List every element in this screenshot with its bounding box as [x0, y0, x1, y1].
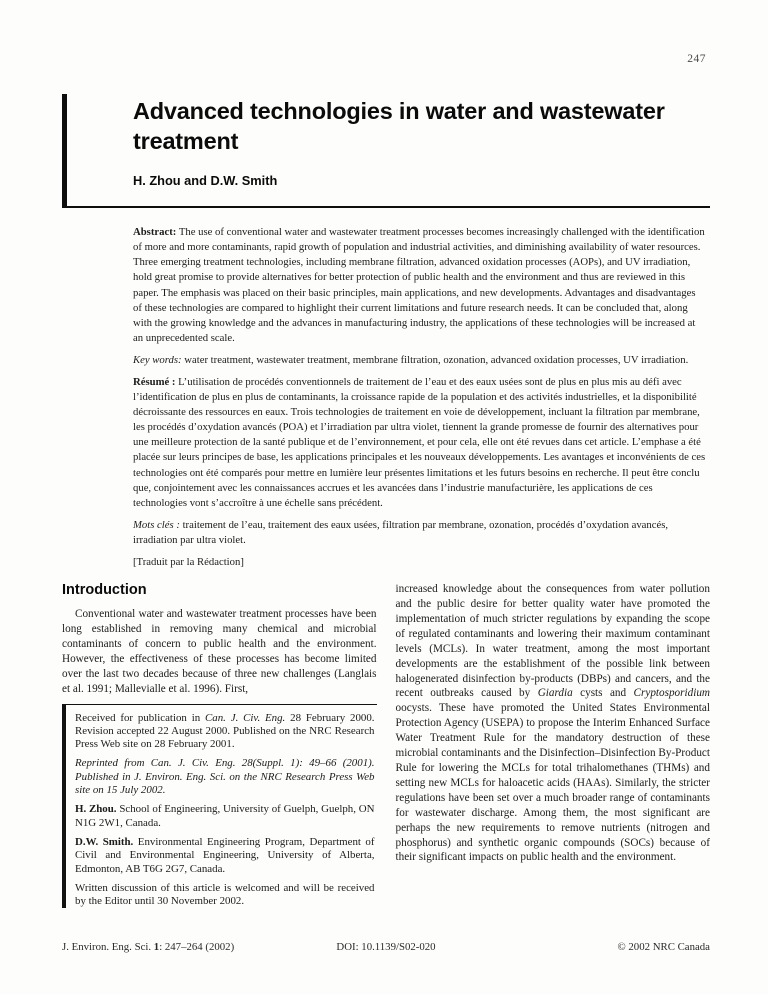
resume-label: Résumé :	[133, 376, 176, 388]
right-run-cryptosporidium: Cryptosporidium	[633, 687, 710, 700]
abstract-text: The use of conventional water and wastewater treatment processes becomes increasingly challenged with the identification of more and more contaminants, rapid growth of population and industrial activities, and diminishing availability of water resources. Three emerging treatment technologies, including membrane filtration, advanced oxidation processes (AOPs), and UV irradiation, hold great promise to provide alternatives for better protection of public health and the environment and thus are reviewed in this paper. The emphasis was placed on their basic principles, main applications, and new developments. Advantages and disadvantages of these technologies are compared to highlight their current limitations and future research needs. It can be concluded that, along with the growing knowledge and the advances in manufacturing industry, the applications of these technologies will be increased at an unprecedented scale.	[133, 226, 705, 344]
footnote-reprint-note: Reprinted from Can. J. Civ. Eng. 28(Suppl. 1): 49–66 (2001). Published in J. Environ. Eng. Sci. on the NRC Research Press Web site on 15 July 2002.	[75, 757, 375, 797]
translation-note: [Traduit par la Rédaction]	[133, 556, 244, 569]
footer-doi: DOI: 10.1139/S02-020	[336, 941, 436, 953]
right-column-paragraph	[396, 582, 711, 865]
abstract-label: Abstract:	[133, 226, 177, 239]
footnote-received-pre: Received for publication in	[75, 711, 201, 724]
footer-volume: 1	[153, 941, 160, 953]
resume-paragraph	[133, 375, 706, 511]
footer-journal-name: J. Environ. Eng. Sci.	[62, 941, 152, 953]
keywords-label: Key words:	[133, 353, 182, 366]
article-title: Advanced technologies in water and wastewater treatment	[133, 98, 665, 155]
left-column	[62, 582, 377, 914]
right-column	[396, 582, 711, 914]
footer-copyright: © 2002 NRC Canada	[617, 941, 710, 953]
introduction-heading: Introduction	[62, 582, 147, 599]
mots-cles-label: Mots clés :	[133, 518, 180, 531]
keywords-paragraph	[133, 353, 706, 368]
footnote-discussion-note: Written discussion of this article is welcomed and will be received by the Editor until 30 November 2002.	[75, 881, 375, 908]
mots-cles-paragraph	[133, 518, 706, 548]
footnote-received	[75, 712, 375, 752]
footnote-author-smith-name: D.W. Smith.	[75, 835, 134, 848]
right-run-4: oocysts. These have promoted the United States Environmental Protection Agency (USEPA) to propose the Interim Enhanced Surface Water Treatment Rule for the mandatory destruction of these microbial contaminants and the Disinfection–Disinfection By-Product Rule for lowering the MCLs for total trihalomethanes (THMs) and setting new MCLs for haloacetic acids (HAAs). Similarly, the stricter regulations have been set over a much broader range of contaminants for wastewater discharge. Among them, the most significant are perhaps the new requirements to remove nutrients (nitrogen and phosphorus) and synthetic organic compounds (SOCs) because of their significant impacts on public health and the environment.	[395, 702, 710, 864]
title-block	[62, 94, 710, 208]
keywords-text: water treatment, wastewater treatment, membrane filtration, ozonation, advanced oxidation processes, UV irradiation.	[184, 353, 689, 366]
abstract-section	[133, 225, 706, 570]
right-run-0: increased knowledge about the consequences from water pollution and the public desire for better quality water have promoted the implementation of much stricter regulations by expanding the scope of regulated contaminants and lowering their maximum contaminant levels (MCLs). In water treatment, among the most important developments are the establishment of the possible link between halogenerated disinfection by-products (DBPs) and cancers, and the recent outbreaks caused by	[395, 583, 710, 700]
footnote-author-zhou-name: H. Zhou.	[75, 803, 117, 816]
footnote-author-smith-affiliation: Environmental Engineering Program, Department of Civil and Environmental Engineering, University of Alberta, Edmonton, AB T6G 2G7, Canada.	[75, 835, 375, 875]
introduction-paragraph: Conventional water and wastewater treatment processes have been long established in removing many chemical and microbial contaminants of concern to public health and the environment. However, the effectiveness of these processes has become limited over the last two decades because of three new challenges (Langlais et al. 1991; Mallevialle et al. 1996). First,	[62, 608, 377, 695]
footnote-box	[62, 704, 377, 909]
body-columns	[62, 582, 710, 914]
footnote-received-post: 28 February 2000. Revision accepted 22 August 2000. Published on the NRC Research Press Web site on 28 February 2001.	[75, 711, 375, 751]
resume-text: L’utilisation de procédés conventionnels de traitement de l’eau et des eaux usées sont de plus en plus mis au défi avec l’identification de plus en plus de contaminants, la croissance rapide de la population et des activités industrielles, et la disponibilité décroissante des ressources en eaux. Trois technologies de traitement en voie de développement, incluant la filtration par membrane, les procédés d’oxydation avancés (POA) et l’irradiation par ultra violet, tiennent la grande promesse de fournir des alternatives pour une meilleure protection de la santé publique et de l’environnement, et pour cela, elle ont été revues dans cet article. L’emphase a été placée sur leurs principes de base, les applications principales et les nouveaux développements. Les avantages et inconvénients de ces technologies ont été comparés pour mettre en lumière leur présentes limitations et les futurs besoins en recherche. Il peut être conclu que, conjointement avec les connaissances accrues et les avancées dans l’industrie manufacturière, les applications de ces technologies vont s’accroître à une échelle sans précédent.	[133, 376, 706, 509]
footnote-author-zhou	[75, 803, 375, 830]
footnote-author-zhou-affiliation: School of Engineering, University of Guelph, Guelph, ON N1G 2W1, Canada.	[75, 803, 375, 829]
right-run-2: cysts and	[572, 687, 634, 700]
footer-citation	[62, 941, 288, 953]
right-run-giardia: Giardia	[537, 687, 573, 700]
footnote-author-smith	[75, 836, 375, 876]
page-number: 247	[687, 53, 706, 65]
article-authors: H. Zhou and D.W. Smith	[133, 173, 278, 189]
footnote-journal-name: Can. J. Civ. Eng.	[205, 711, 286, 724]
footer-pages: : 247–264 (2002)	[159, 941, 235, 953]
page-footer	[62, 941, 710, 953]
abstract-paragraph	[133, 225, 706, 346]
mots-cles-text: traitement de l’eau, traitement des eaux usées, filtration par membrane, ozonation, procédés d’oxydation avancés, irradiation par ultra violet.	[133, 518, 669, 546]
